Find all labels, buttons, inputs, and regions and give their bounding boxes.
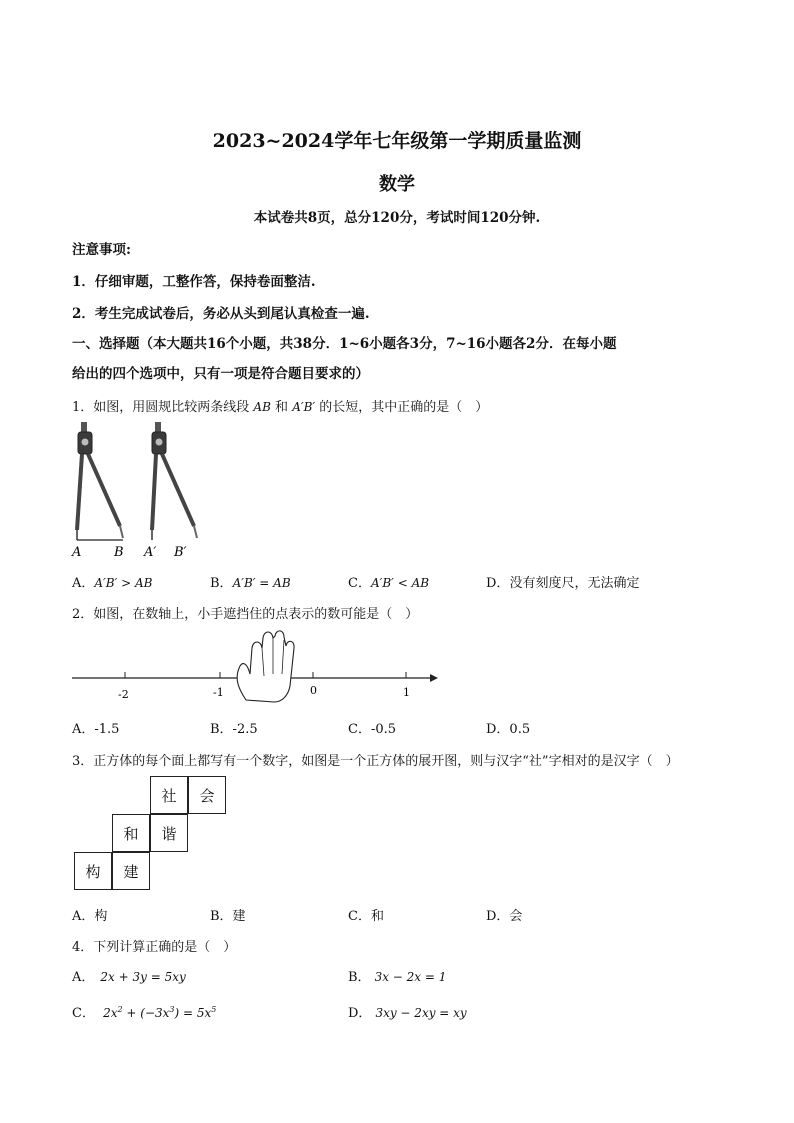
- q1-segment-a1b1: A′B′: [292, 400, 316, 414]
- number-line-figure: [68, 626, 448, 706]
- q4-option-c[interactable]: [72, 1002, 216, 1021]
- option-label: D．: [486, 576, 510, 591]
- option-label: A．: [72, 576, 95, 591]
- option-label: B．: [348, 970, 371, 985]
- option-math: 3x − 2x = 1: [374, 970, 447, 984]
- exam-info: 本试卷共8页，总分120分，考试时间120分钟.: [253, 210, 541, 226]
- q3-option-b[interactable]: B．建: [210, 909, 246, 924]
- compass-icon: [152, 422, 197, 540]
- option-math: A′B′ > AB: [94, 576, 153, 590]
- q1-option-a[interactable]: [72, 572, 153, 591]
- compass-figure: [68, 420, 218, 560]
- hand-icon: [237, 631, 294, 702]
- cube-face-xie: 谐: [150, 814, 188, 852]
- label-b: B: [114, 545, 124, 560]
- q3-option-d[interactable]: D．会: [486, 909, 523, 924]
- cube-net: [72, 776, 232, 892]
- q2-option-c[interactable]: C．-0.5: [348, 722, 397, 737]
- option-label: C．: [348, 576, 371, 591]
- label-a: A: [72, 545, 82, 560]
- q3-option-c[interactable]: C．和: [348, 909, 384, 924]
- q1-option-d[interactable]: [486, 572, 639, 591]
- cube-face-jian: 建: [112, 852, 150, 890]
- q4-option-b[interactable]: [348, 966, 446, 985]
- tick-label: 1: [403, 686, 410, 699]
- q1-option-c[interactable]: [348, 572, 429, 591]
- tick-label: 0: [310, 684, 317, 697]
- tick-label: -2: [118, 688, 129, 701]
- q1-text-pre: 1．如图，用圆规比较两条线段: [72, 400, 250, 415]
- arrow-icon: [430, 674, 438, 682]
- q4-option-a[interactable]: [72, 966, 186, 985]
- q2-option-a[interactable]: A．-1.5: [72, 722, 120, 737]
- q1-option-b[interactable]: [210, 572, 291, 591]
- notes-heading: 注意事项:: [72, 242, 131, 258]
- q1-text-mid: 和: [275, 400, 289, 415]
- option-math: 2x + 3y = 5xy: [100, 970, 186, 984]
- q4-option-d[interactable]: [348, 1002, 467, 1021]
- exam-title: 2023~2024学年七年级第一学期质量监测: [212, 130, 582, 152]
- compass-icon: [77, 422, 123, 540]
- cube-face-gou: 构: [74, 852, 112, 890]
- cube-face-hui: 会: [188, 776, 226, 814]
- q3-option-a[interactable]: A．构: [72, 909, 108, 924]
- label-b-prime: B′: [174, 545, 187, 560]
- option-label: A．: [72, 970, 95, 985]
- option-label: D．: [348, 1006, 372, 1021]
- option-label: C．: [72, 1006, 95, 1021]
- option-math: $2x^2 + (-3x^3) = 5x^5$: [103, 1005, 217, 1020]
- option-text: 没有刻度尺，无法确定: [509, 576, 640, 591]
- question-2: 2．如图，在数轴上，小手遮挡住的点表示的数可能是（ ）: [72, 607, 419, 622]
- option-math: A′B′ = AB: [232, 576, 291, 590]
- label-a-prime: A′: [144, 545, 157, 560]
- section-heading-line1: 一、选择题（本大题共16个小题，共38分．1~6小题各3分，7~16小题各2分．在每小题: [72, 336, 617, 352]
- option-math: A′B′ < AB: [370, 576, 430, 590]
- question-4: 4．下列计算正确的是（ ）: [72, 940, 237, 955]
- q1-segment-ab: AB: [253, 400, 271, 414]
- tick-label: -1: [213, 686, 224, 699]
- option-math: 3xy − 2xy = xy: [375, 1006, 467, 1020]
- cube-face-she: 社: [150, 776, 188, 814]
- notes-item-2: 2．考生完成试卷后，务必从头到尾认真检查一遍.: [72, 306, 370, 322]
- notes-item-1: 1．仔细审题，工整作答，保持卷面整洁.: [72, 274, 316, 290]
- q1-text-post: 的长短，其中正确的是（ ）: [319, 400, 489, 415]
- subject-title: 数学: [379, 174, 415, 195]
- question-1: [72, 396, 488, 415]
- option-label: B．: [210, 576, 233, 591]
- cube-face-he: 和: [112, 814, 150, 852]
- q2-option-d[interactable]: D．0.5: [486, 722, 531, 737]
- q2-option-b[interactable]: B．-2.5: [210, 722, 258, 737]
- section-heading-line2: 给出的四个选项中，只有一项是符合题目要求的）: [72, 366, 369, 382]
- question-3: 3．正方体的每个面上都写有一个数字，如图是一个正方体的展开图，则与汉字“社”字相对的是汉字（ ）: [72, 754, 679, 769]
